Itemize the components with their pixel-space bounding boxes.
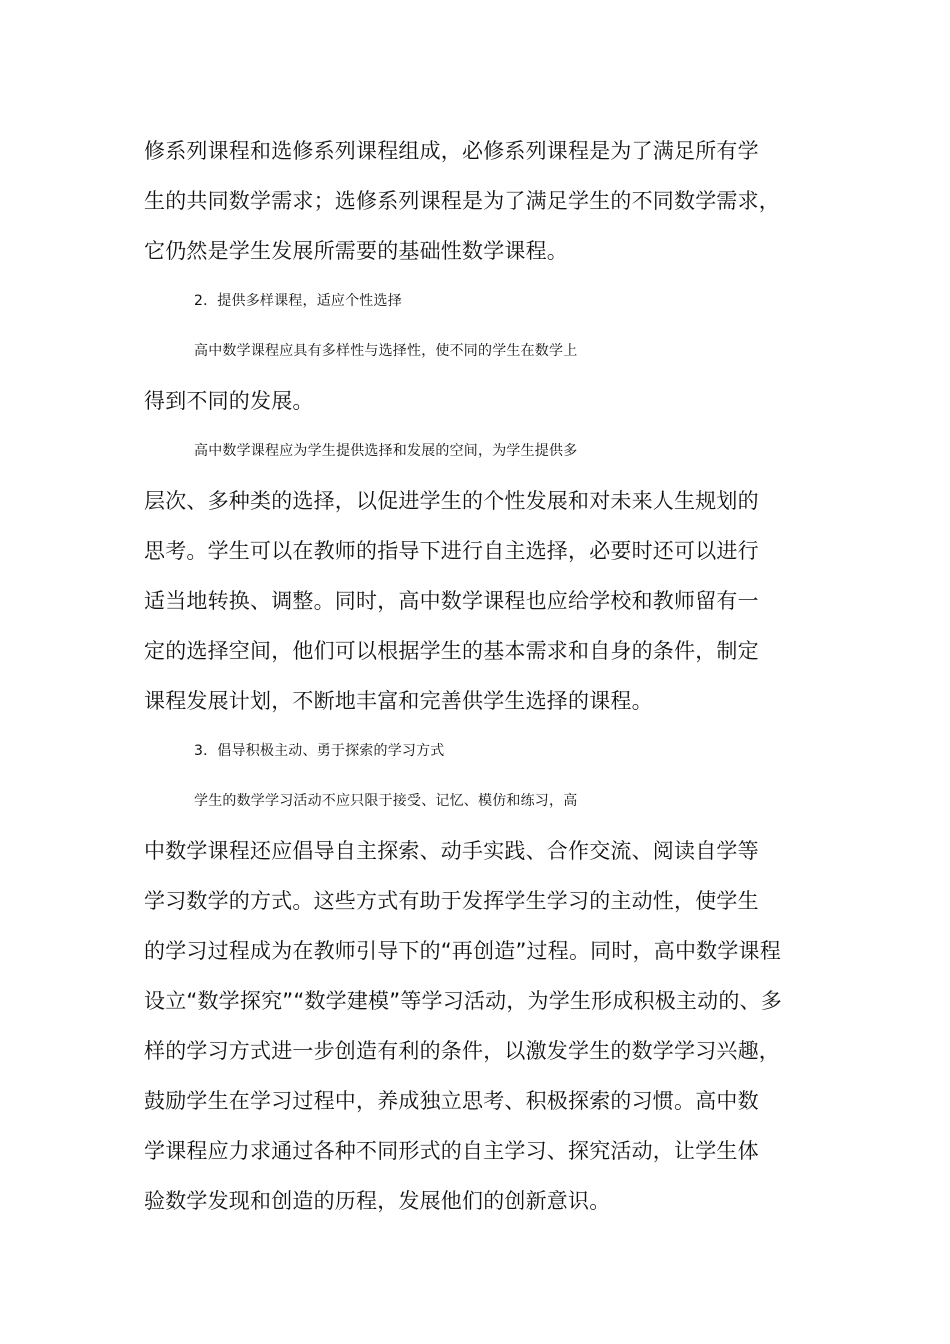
text-line: 学生的数学学习活动不应只限于接受、记忆、模仿和练习，高 (194, 793, 578, 809)
document-body (144, 126, 834, 1226)
text-line: 它仍然是学生发展所需要的基础性数学课程。 (144, 239, 568, 263)
text-line: 适当地转换、调整。同时，高中数学课程也应给学校和教师留有一 (144, 589, 759, 613)
text-line: 定的选择空间，他们可以根据学生的基本需求和自身的条件，制定 (144, 639, 759, 663)
paragraph (144, 776, 834, 1226)
text-line: 学习数学的方式。这些方式有助于发挥学生学习的主动性，使学生 (144, 889, 759, 913)
text-line: 高中数学课程应具有多样性与选择性，使不同的学生在数学上 (194, 343, 578, 359)
text-line: 的学习过程成为在教师引导下的“再创造”过程。同时，高中数学课程 (144, 939, 781, 963)
text-line: 样的学习方式进一步创造有利的条件，以激发学生的数学学习兴趣， (144, 1039, 780, 1063)
text-line: 中数学课程还应倡导自主探索、动手实践、合作交流、阅读自学等 (144, 839, 759, 863)
text-line: 学课程应力求通过各种不同形式的自主学习、探究活动，让学生体 (144, 1139, 759, 1163)
text-line: 2．提供多样课程，适应个性选择 (194, 293, 402, 309)
text-line: 设立“数学探究”“数学建模”等学习活动，为学生形成积极主动的、多 (144, 989, 782, 1013)
text-line: 修系列课程和选修系列课程组成，必修系列课程是为了满足所有学 (144, 139, 759, 163)
paragraph (144, 426, 834, 726)
paragraph (144, 726, 834, 776)
text-line: 层次、多种类的选择，以促进学生的个性发展和对未来人生规划的 (144, 489, 759, 513)
paragraph (144, 326, 834, 426)
text-line: 生的共同数学需求；选修系列课程是为了满足学生的不同数学需求， (144, 189, 780, 213)
text-line: 3．倡导积极主动、勇于探索的学习方式 (194, 743, 445, 759)
paragraph (144, 276, 834, 326)
text-line: 得到不同的发展。 (144, 389, 314, 413)
text-line: 高中数学课程应为学生提供选择和发展的空间，为学生提供多 (194, 443, 578, 459)
text-line: 鼓励学生在学习过程中，养成独立思考、积极探索的习惯。高中数 (144, 1089, 759, 1113)
text-line: 验数学发现和创造的历程，发展他们的创新意识。 (144, 1189, 611, 1213)
text-line: 课程发展计划，不断地丰富和完善供学生选择的课程。 (144, 689, 653, 713)
text-line: 思考。学生可以在教师的指导下进行自主选择，必要时还可以进行 (144, 539, 759, 563)
paragraph (144, 126, 834, 276)
